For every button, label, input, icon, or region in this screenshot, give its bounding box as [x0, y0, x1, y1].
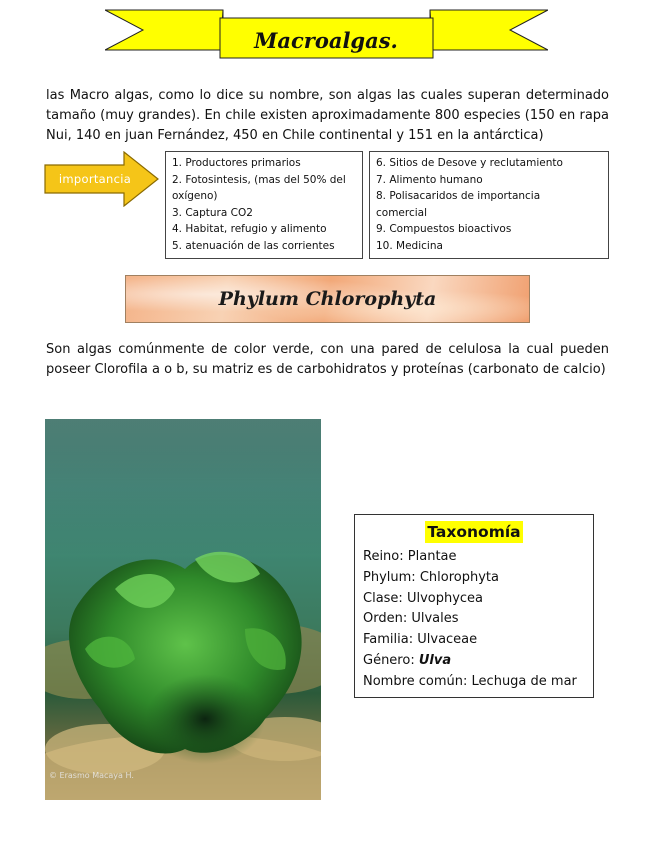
importance-label: importancia — [58, 172, 132, 186]
importance-list-left — [165, 151, 363, 259]
list-item: 10. Medicina — [376, 239, 443, 252]
taxonomy-title: Taxonomía — [427, 523, 521, 541]
seaweed-illustration — [45, 419, 321, 800]
phylum-banner — [125, 275, 530, 323]
taxonomy-value: Ulvaceae — [417, 632, 478, 648]
taxonomy-value: Lechuga de mar — [471, 673, 577, 689]
taxonomy-value: Ulvales — [411, 611, 459, 627]
list-item: 2. Fotosintesis, (mas del 50% del — [172, 173, 346, 186]
intro-paragraph: las Macro algas, como lo dice su nombre, son algas las cuales superan determinado tamaño (muy grandes). En chile existen aproximadamente 800 especies (150 en rapa Nui, 140 en juan Fernández, 450 en Chile continental y 151 en la antárctica) — [46, 88, 609, 143]
taxonomy-label: Clase: — [363, 590, 403, 606]
taxonomy-value: Chlorophyta — [419, 569, 499, 585]
taxonomy-row — [363, 609, 585, 630]
list-item: 1. Productores primarios — [172, 157, 301, 169]
title-ribbon — [0, 0, 655, 70]
taxonomy-label: Phylum: — [363, 569, 416, 585]
taxonomy-value: Ulva — [418, 652, 452, 668]
list-item: 5. atenuación de las corrientes — [172, 239, 335, 252]
taxonomy-row — [363, 630, 585, 651]
taxonomy-label: Orden: — [363, 611, 408, 627]
list-item: oxígeno) — [172, 190, 218, 202]
list-item: 6. Sitios de Desove y reclutamiento — [376, 157, 563, 169]
taxonomy-value: Plantae — [407, 549, 457, 564]
taxonomy-row — [363, 651, 585, 672]
list-item: 7. Alimento humano — [376, 173, 483, 186]
taxonomy-row — [363, 589, 585, 610]
taxonomy-label: Reino: — [363, 549, 404, 564]
taxonomy-row — [363, 547, 585, 568]
taxonomy-row — [363, 672, 585, 693]
taxonomy-label: Nombre común: — [363, 673, 468, 689]
list-item: 8. Polisacaridos de importancia — [376, 190, 541, 202]
list-item: 9. Compuestos bioactivos — [376, 223, 512, 235]
page-title: Macroalgas. — [254, 28, 398, 53]
list-item: comercial — [376, 206, 428, 219]
importance-list-right — [369, 151, 609, 259]
taxonomy-box — [354, 514, 594, 698]
taxonomy-label: Género: — [363, 652, 415, 668]
list-item: 3. Captura CO2 — [172, 206, 253, 219]
list-item: 4. Habitat, refugio y alimento — [172, 223, 327, 235]
description-paragraph: Son algas comúnmente de color verde, con una pared de celulosa la cual pueden poseer Clorofila a o b, su matriz es de carbohidratos y proteínas (carbonato de calcio) — [46, 342, 609, 377]
sea-lettuce-photo — [45, 419, 321, 800]
taxonomy-row — [363, 568, 585, 589]
phylum-title: Phylum Chlorophyta — [218, 288, 437, 310]
taxonomy-value: Ulvophycea — [406, 590, 484, 606]
taxonomy-label: Familia: — [363, 632, 414, 648]
photo-credit: © Erasmo Macaya H. — [49, 771, 134, 780]
